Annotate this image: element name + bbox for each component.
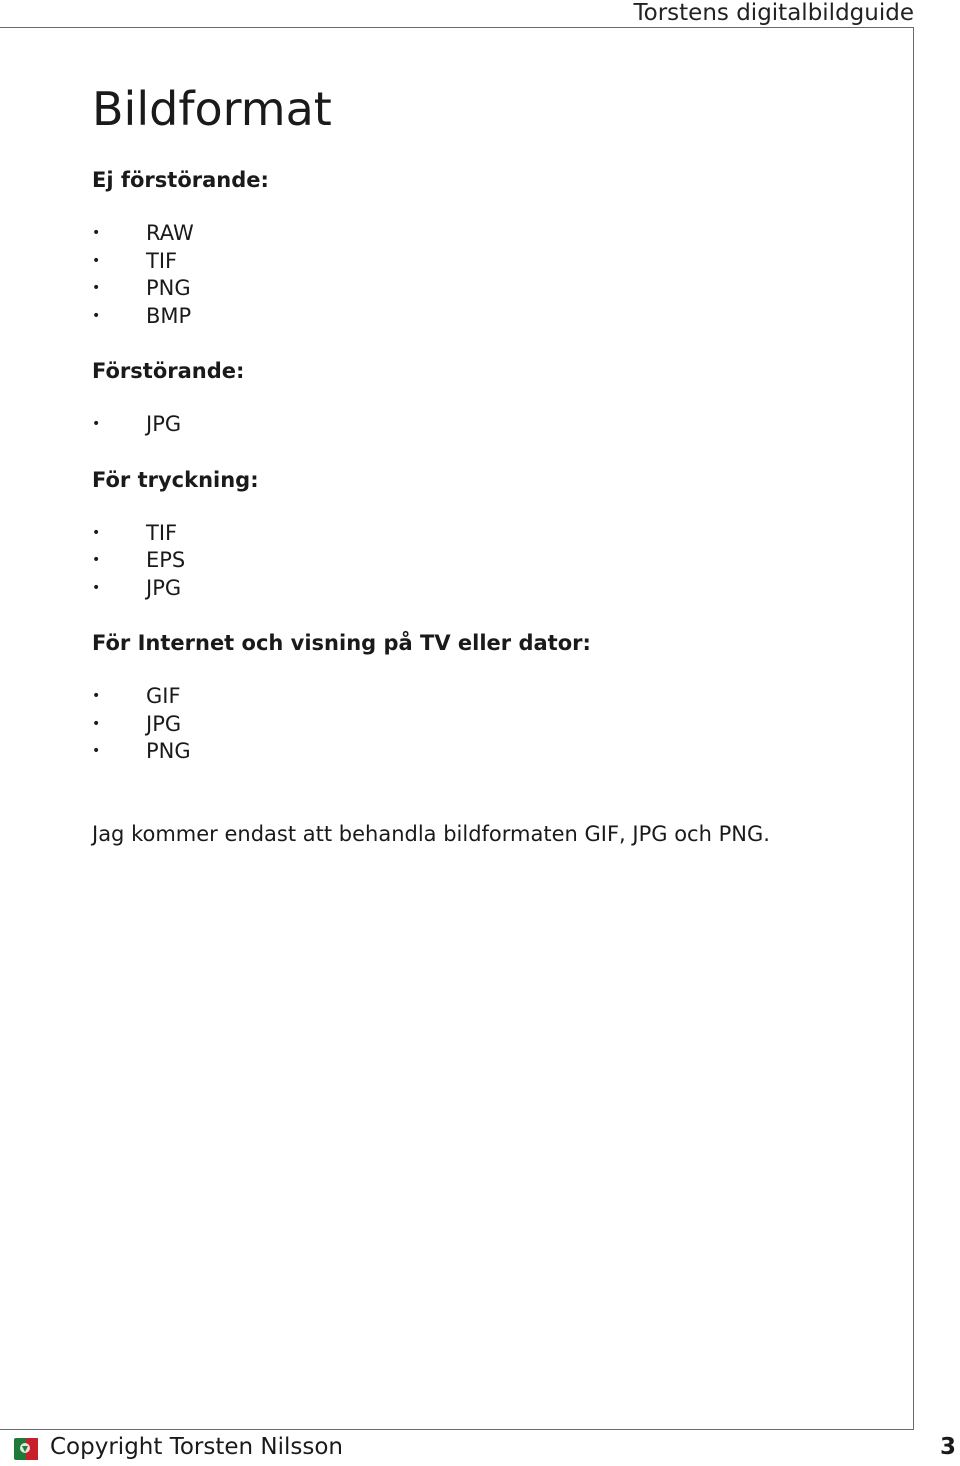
bullet-icon: • xyxy=(92,280,101,296)
page-title: Bildformat xyxy=(92,82,332,136)
page-footer xyxy=(0,1430,960,1466)
section-heading: För Internet och visning på TV eller dator: xyxy=(92,631,591,655)
section-for-internet xyxy=(92,629,852,766)
section-ej-forstorande xyxy=(92,166,852,330)
page-number: 3 xyxy=(939,1434,956,1460)
list-item-label: JPG xyxy=(146,711,182,736)
bullet-icon: • xyxy=(92,552,101,568)
copyright-text: Copyright Torsten Nilsson xyxy=(50,1434,344,1460)
page-content xyxy=(92,82,852,848)
list-item-label: PNG xyxy=(146,276,191,300)
list-item-label: PNG xyxy=(146,739,191,763)
bullet-icon: • xyxy=(92,225,101,241)
bullet-icon: • xyxy=(92,524,101,541)
running-header-title: Torstens digitalbildguide xyxy=(633,0,914,26)
list-item xyxy=(92,738,852,766)
list-item-label: RAW xyxy=(146,221,194,245)
list-item xyxy=(92,575,852,603)
list-item-label: TIF xyxy=(146,248,178,273)
format-list xyxy=(92,520,852,603)
body-paragraph: Jag kommer endast att behandla bildformaten GIF, JPG och PNG. xyxy=(92,821,770,846)
list-item xyxy=(92,248,852,276)
list-item xyxy=(92,220,852,248)
list-item xyxy=(92,411,852,439)
list-item xyxy=(92,547,852,575)
bullet-icon: • xyxy=(92,252,101,269)
list-item xyxy=(92,275,852,303)
list-item-label: GIF xyxy=(146,684,181,708)
bullet-icon: • xyxy=(92,688,101,704)
list-item-label: TIF xyxy=(146,520,178,545)
format-list xyxy=(92,411,852,439)
list-item xyxy=(92,303,852,331)
bullet-icon: • xyxy=(92,579,101,596)
bullet-icon: • xyxy=(92,715,101,732)
bullet-icon: • xyxy=(92,307,101,324)
list-item-label: JPG xyxy=(146,412,182,436)
format-list xyxy=(92,683,852,766)
section-heading: Ej förstörande: xyxy=(92,168,269,192)
bullet-icon: • xyxy=(92,743,101,759)
format-list xyxy=(92,220,852,330)
list-item-label: BMP xyxy=(146,303,192,328)
list-item xyxy=(92,711,852,739)
list-item xyxy=(92,683,852,711)
list-item xyxy=(92,520,852,548)
section-heading: Förstörande: xyxy=(92,359,245,383)
section-heading: För tryckning: xyxy=(92,467,259,492)
section-for-tryckning xyxy=(92,466,852,603)
bullet-icon: • xyxy=(92,416,101,432)
logo-icon xyxy=(12,1434,40,1462)
list-item-label: JPG xyxy=(146,575,182,600)
section-forstorande xyxy=(92,357,852,439)
list-item-label: EPS xyxy=(146,548,186,572)
